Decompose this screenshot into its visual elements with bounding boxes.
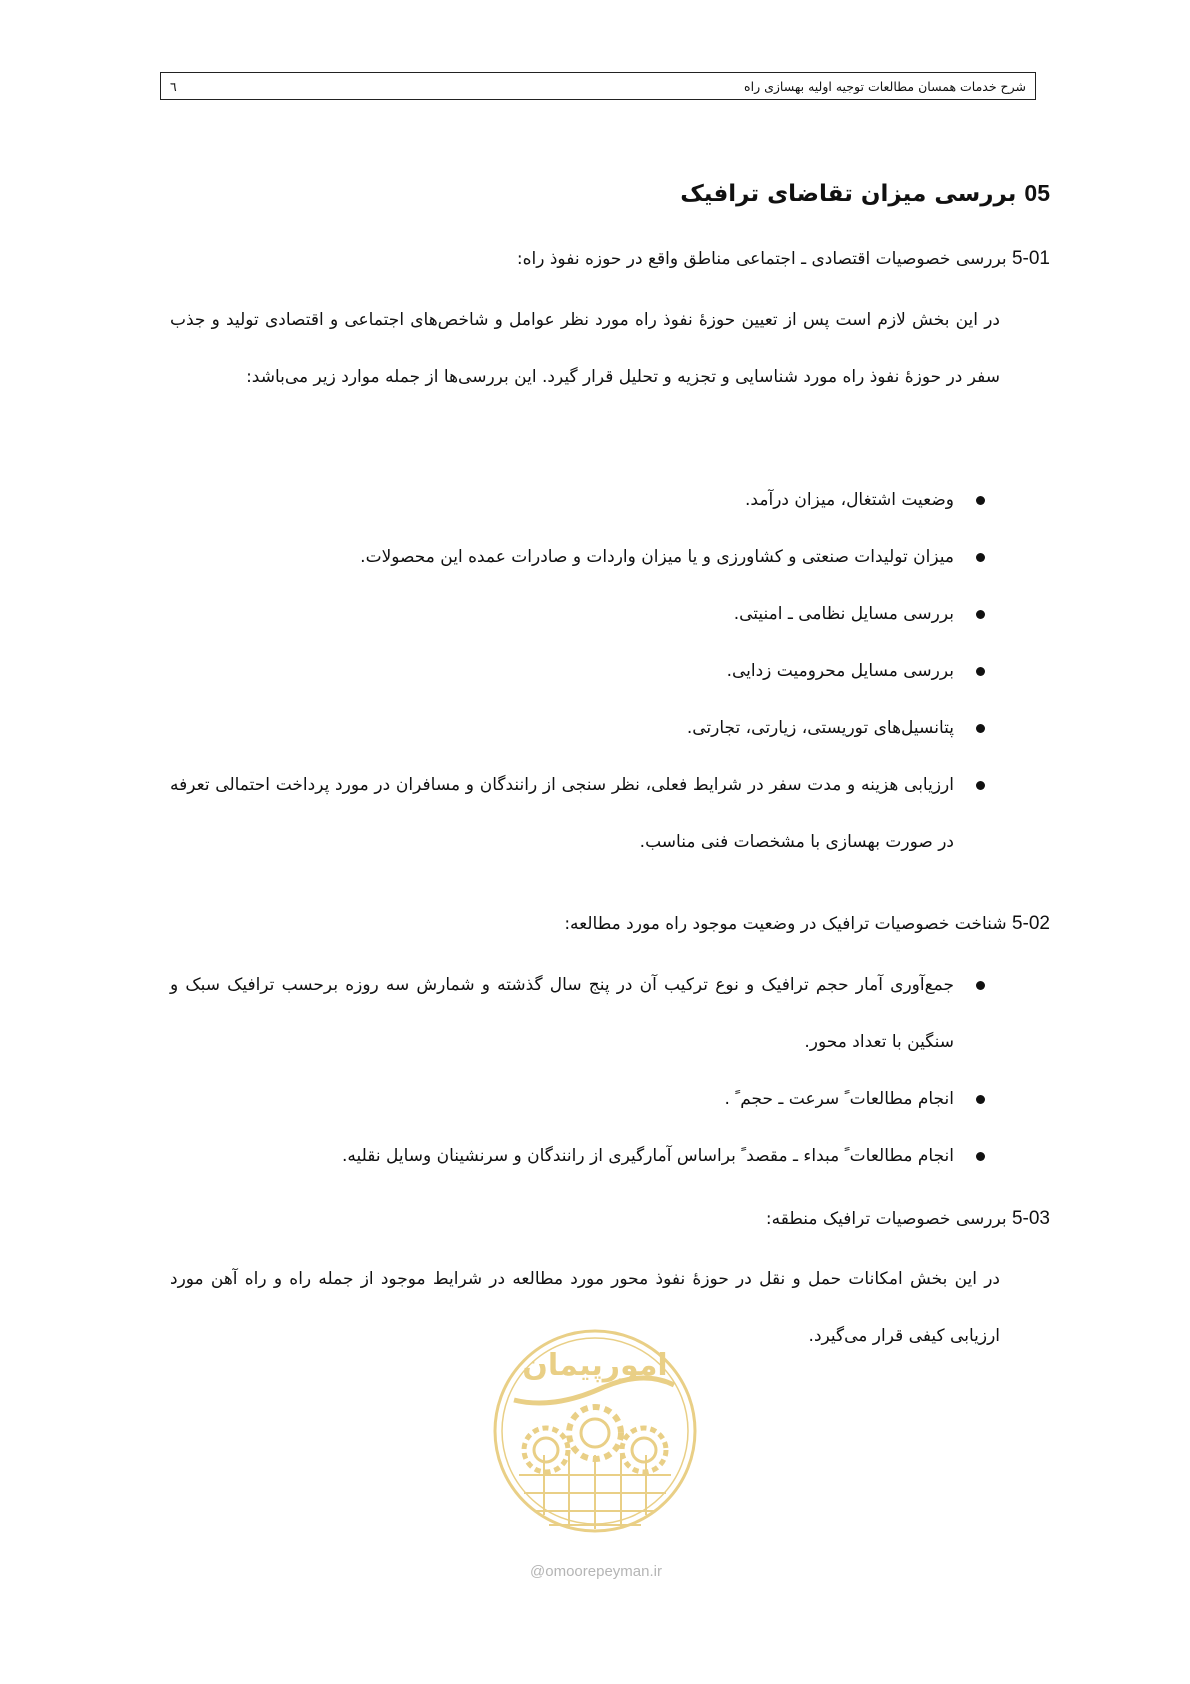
bullet-icon [976, 981, 985, 990]
list-item: ارزیابی هزینه و مدت سفر در شرایط فعلی، نظر سنجی از رانندگان و مسافران در مورد پرداخت احتمالی تعرفه در صورت بهسازی با مشخصات فنی مناسب. [170, 757, 1000, 871]
section-title: بررسی میزان تقاضای ترافیک [680, 181, 1017, 207]
bullet-icon [976, 1152, 985, 1161]
section-heading [680, 180, 1050, 207]
bullet-icon [976, 667, 985, 676]
subsection-1-bullets [170, 472, 1000, 871]
list-item: انجام مطالعات ً مبداء ـ مقصد ً براساس آمارگیری از رانندگان و سرنشینان وسایل نقلیه. [170, 1128, 1000, 1185]
subsection-2-number: 5-02 [1011, 913, 1050, 934]
subsection-2-heading [564, 913, 1050, 935]
watermark-site: @omoorepeyman.ir [530, 1563, 662, 1580]
list-item: انجام مطالعات ً سرعت ـ حجم ً . [170, 1071, 1000, 1128]
list-item: بررسی مسایل نظامی ـ امنیتی. [170, 586, 1000, 643]
subsection-1-title: بررسی خصوصیات اقتصادی ـ اجتماعی مناطق واقع در حوزه نفوذ راه: [516, 249, 1007, 269]
subsection-1-heading [517, 248, 1050, 270]
bullet-icon [976, 496, 985, 505]
subsection-2-bullets [170, 957, 1000, 1185]
subsection-3-title: بررسی خصوصیات ترافیک منطقه: [765, 1209, 1007, 1229]
page-number: ٦ [170, 78, 177, 94]
list-item: میزان تولیدات صنعتی و کشاورزی و یا میزان واردات و صادرات عمده این محصولات. [170, 529, 1000, 586]
list-item: جمع‌آوری آمار حجم ترافیک و نوع ترکیب آن در پنج سال گذشته و شمارش سه روزه برحسب ترافیک سبک و سنگین با تعداد محور. [170, 957, 1000, 1071]
bullet-icon [976, 724, 985, 733]
subsection-2-title: شناخت خصوصیات ترافیک در وضعیت موجود راه مورد مطالعه: [564, 914, 1007, 934]
subsection-3-text: در این بخش امکانات حمل و نقل در حوزهٔ نفوذ محور مورد مطالعه در شرایط موجود از جمله راه و راه آهن مورد ارزیابی کیفی قرار می‌گیرد. [170, 1269, 1000, 1346]
bullet-icon [976, 1095, 985, 1104]
subsection-1-intro: در این بخش لازم است پس از تعیین حوزهٔ نفوذ راه مورد نظر عوامل و شاخص‌های اجتماعی و اقتصادی تولید و جذب سفر در حوزهٔ نفوذ راه مورد شناسایی و تجزیه و تحلیل قرار گیرد. این بررسی‌ها از جمله موارد زیر می‌باشد: [170, 310, 1000, 387]
list-item: وضعیت اشتغال، میزان درآمد. [170, 472, 1000, 529]
bullet-icon [976, 610, 985, 619]
watermark-logo [484, 1315, 706, 1557]
list-item: بررسی مسایل محرومیت زدایی. [170, 643, 1000, 700]
watermark-logo-text: امورپیمان [522, 1348, 668, 1383]
list-item: پتانسیل‌های توریستی، زیارتی، تجارتی. [170, 700, 1000, 757]
bullet-icon [976, 781, 985, 790]
header-title: شرح خدمات همسان مطالعات توجیه اولیه بهسازی راه [744, 78, 1026, 94]
bullet-icon [976, 553, 985, 562]
section-number: 05 [1024, 180, 1050, 206]
page-header [160, 72, 1036, 100]
subsection-1-number: 5-01 [1011, 248, 1050, 269]
subsection-3-number: 5-03 [1011, 1208, 1050, 1229]
subsection-3-heading [766, 1208, 1050, 1230]
